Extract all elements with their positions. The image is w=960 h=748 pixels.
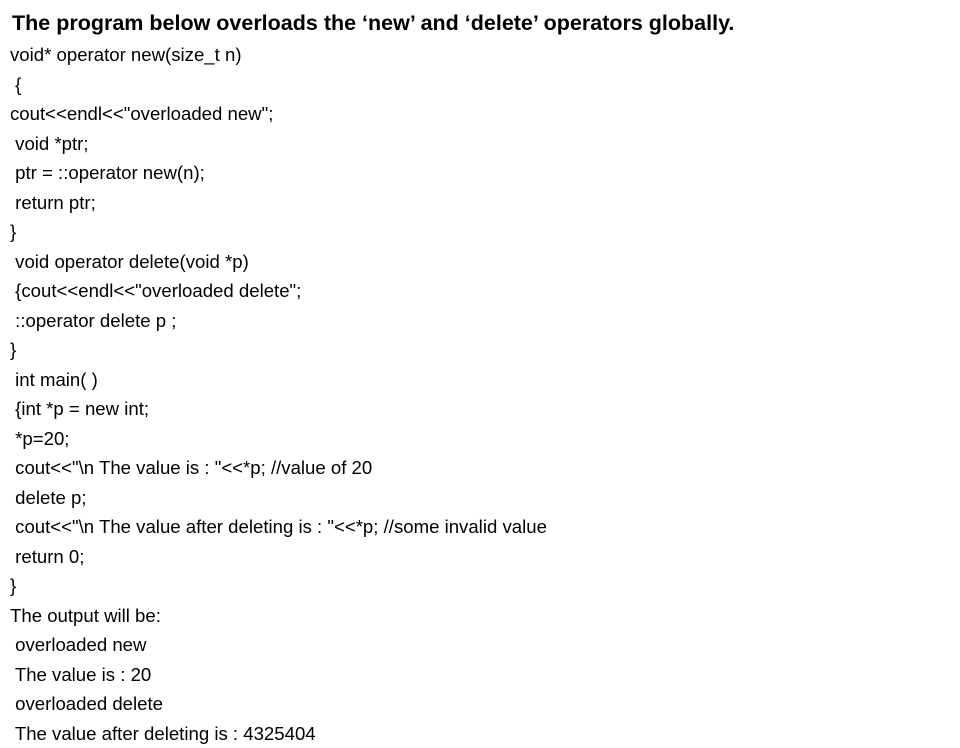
code-line: }	[10, 335, 547, 365]
code-line: void* operator new(size_t n)	[10, 40, 547, 70]
output-line: The value after deleting is : 4325404	[10, 719, 547, 748]
code-line: return ptr;	[10, 188, 547, 218]
code-line: }	[10, 217, 547, 247]
output-line: overloaded delete	[10, 689, 547, 719]
code-line: void *ptr;	[10, 129, 547, 159]
code-line: int main( )	[10, 365, 547, 395]
code-line: {	[10, 70, 547, 100]
code-line: return 0;	[10, 542, 547, 572]
code-line: void operator delete(void *p)	[10, 247, 547, 277]
output-line: overloaded new	[10, 630, 547, 660]
code-line: cout<<endl<<"overloaded new";	[10, 99, 547, 129]
code-line: delete p;	[10, 483, 547, 513]
code-line: cout<<"\n The value after deleting is : "<<*p; //some invalid value	[10, 512, 547, 542]
code-line: *p=20;	[10, 424, 547, 454]
code-line: {cout<<endl<<"overloaded delete";	[10, 276, 547, 306]
slide-title: The program below overloads the ‘new’ and ‘delete’ operators globally.	[12, 9, 734, 37]
code-listing	[10, 40, 547, 748]
output-heading: The output will be:	[10, 601, 547, 631]
code-line: ::operator delete p ;	[10, 306, 547, 336]
output-line: The value is : 20	[10, 660, 547, 690]
code-line: cout<<"\n The value is : "<<*p; //value of 20	[10, 453, 547, 483]
code-line: ptr = ::operator new(n);	[10, 158, 547, 188]
code-line: }	[10, 571, 547, 601]
code-line: {int *p = new int;	[10, 394, 547, 424]
